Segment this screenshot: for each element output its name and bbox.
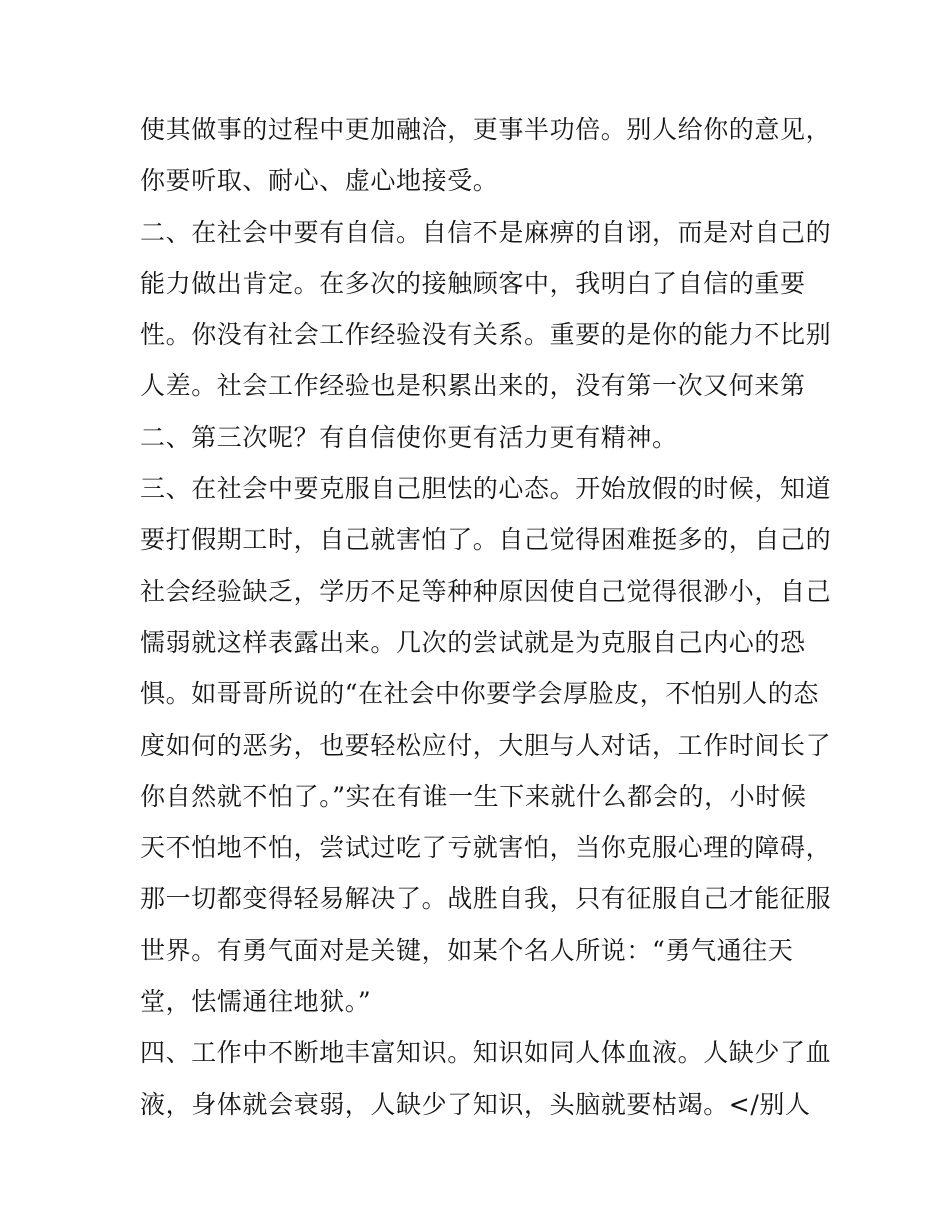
text-line: 你自然就不怕了。”实在有谁一生下来就什么都会的，小时候 — [140, 781, 807, 811]
text-line: 三、在社会中要克服自己胆怯的心态。开始放假的时候，知道 — [140, 474, 832, 504]
text-line: 二、第三次呢？有自信使你更有活力更有精神。 — [140, 422, 678, 452]
body-text — [140, 104, 830, 1130]
text-line: 那一切都变得轻易解决了。战胜自我，只有征服自己才能征服 — [140, 884, 832, 914]
text-line: 液，身体就会衰弱，人缺少了知识，头脑就要枯竭。</别人 — [140, 1089, 811, 1119]
text-line: 四、工作中不断地丰富知识。知识如同人体血液。人缺少了血 — [140, 1038, 832, 1068]
text-line: 堂，怯懦通往地狱。” — [140, 987, 372, 1017]
text-line: 你要听取、耐心、虚心地接受。 — [140, 166, 499, 196]
text-line: 度如何的恶劣，也要轻松应付，大胆与人对话，工作时间长了 — [140, 730, 832, 760]
text-line: 惧。如哥哥所说的“在社会中你要学会厚脸皮，不怕别人的态 — [140, 679, 819, 709]
text-line: 二、在社会中要有自信。自信不是麻痹的自诩，而是对自己的 — [140, 217, 832, 247]
text-line: 要打假期工时，自己就害怕了。自己觉得困难挺多的，自己的 — [140, 525, 832, 555]
text-line: 世界。有勇气面对是关键，如某个名人所说：“勇气通往天 — [140, 935, 794, 965]
text-line: 人差。社会工作经验也是积累出来的，没有第一次又何来第 — [140, 371, 806, 401]
text-line: 社会经验缺乏，学历不足等种种原因使自己觉得很渺小，自己 — [140, 576, 832, 606]
text-line: 天不怕地不怕，尝试过吃了亏就害怕，当你克服心理的障碍， — [140, 833, 832, 863]
text-line: 性。你没有社会工作经验没有关系。重要的是你的能力不比别 — [140, 320, 832, 350]
text-line: 使其做事的过程中更加融洽，更事半功倍。别人给你的意见， — [140, 115, 832, 144]
text-line: 懦弱就这样表露出来。几次的尝试就是为克服自己内心的恐 — [140, 627, 806, 657]
text-line: 能力做出肯定。在多次的接触顾客中，我明白了自信的重要 — [140, 268, 806, 298]
